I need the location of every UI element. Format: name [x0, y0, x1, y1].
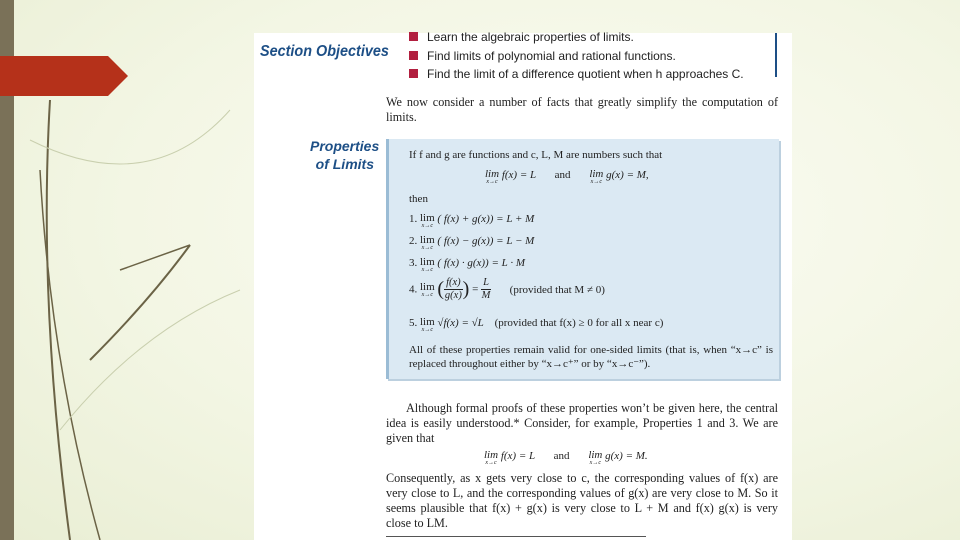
red-arrow-shape — [0, 56, 128, 96]
consequence-paragraph: Consequently, as x gets very close to c, the corresponding values of f(x) are very close to L, and the corresponding values of g(x) are very close to M. So it seems plausible that f(x) + g(x) is very close to L + M and f(x) g(x) is very close to LM. — [386, 471, 778, 530]
objective-2: Find limits of polynomial and rational functions. — [409, 49, 676, 63]
property-1: 1. lim x→c ( f(x) + g(x)) = L + M — [409, 212, 535, 229]
properties-box — [386, 139, 779, 379]
intro-paragraph: We now consider a number of facts that greatly simplify the computation of limits. — [386, 95, 778, 124]
bullet-square-icon — [409, 32, 418, 41]
section-title: Section Objectives — [260, 43, 389, 60]
textbook-page — [254, 30, 792, 540]
property-3: 3. lim x→c ( f(x) · g(x)) = L · M — [409, 256, 525, 273]
properties-heading: Properties of Limits — [310, 138, 380, 172]
given-limits: lim x→c f(x) = L and lim x→c g(x) = M, — [485, 168, 649, 185]
objectives-divider — [775, 33, 777, 77]
property-5: 5. lim x→c √f(x) = √L (provided that f(x) ≥ 0 for all x near c) — [409, 316, 664, 333]
bullet-square-icon — [409, 69, 418, 78]
objective-3: Find the limit of a difference quotient when h approaches C. — [409, 67, 744, 81]
bullet-square-icon — [409, 51, 418, 60]
objective-1: Learn the algebraic properties of limits. — [409, 30, 634, 44]
properties-footer: All of these properties remain valid for one-sided limits (that is, when “x→c” is replaced throughout either by “x→c⁺” or by “x→c⁻”). — [409, 344, 773, 370]
given-limits-2: lim x→c f(x) = L and lim x→c g(x) = M. — [484, 449, 648, 466]
footnote-rule — [386, 536, 646, 537]
property-4: 4. lim x→c ( $\frac{f(x)}{g(x)}$ ) = $\frac{L}{M}$ (provided that M ≠ 0) — [409, 277, 605, 301]
property-2: 2. lim x→c ( f(x) − g(x)) = L − M — [409, 234, 535, 251]
proof-paragraph: Although formal proofs of these properties won’t be given here, the central idea is easily understood.* Consider, for example, Properties 1 and 3. We are given that — [386, 401, 778, 445]
then-label: then — [409, 193, 428, 205]
properties-premise: If f and g are functions and c, L, M are numbers such that — [409, 149, 663, 161]
